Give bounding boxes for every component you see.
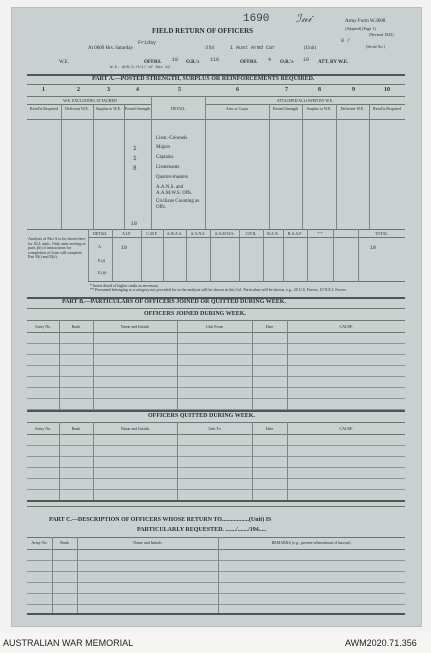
analysis-head: A.A.M.W.S. [214, 231, 235, 236]
table-row-line [27, 560, 405, 561]
analysis-row-label: E.(ii) [98, 270, 107, 275]
table-head: CAUSE [339, 324, 353, 329]
analysis-aif-value: 10 [121, 245, 128, 251]
analysis-head: R.A.A.F. [287, 231, 303, 236]
att-label: ATT. BY W.E. [318, 60, 349, 65]
footer-right: AWM2020.71.356 [345, 638, 417, 648]
rank-strength: 1 [133, 145, 137, 152]
ors-value-2: 18 [303, 57, 310, 63]
at-line: At 0600 Hrs. Saturday [88, 46, 133, 51]
rank-label: Civilians Counting as Offs. [156, 199, 200, 210]
rank-strength: 8 [133, 165, 137, 172]
column-number: 8 [318, 87, 321, 93]
unit-label: (Unit) [304, 46, 317, 51]
table-row-line [27, 456, 405, 457]
table-head: Name and Initials [120, 426, 150, 431]
table-head: Army No. [34, 324, 52, 329]
table-head: Name and Initials [133, 540, 162, 545]
part-a-head: Reinf'ts Required [373, 106, 401, 111]
table-row-line [27, 354, 405, 355]
footnote-2: ** Personnel belonging to a category not provided for in the analysis will be shown in this Col. Particulars will be shown, e.g., 20 U.S. Forces, 10 N.E.I. Forces. [90, 287, 347, 292]
column-number: 3 [107, 87, 110, 93]
footnote-1: * Insert detail of higher ranks as necessary. [90, 283, 159, 288]
rank-label: A.A.N.S. and A.A.M.W.S. Offs. [156, 185, 193, 196]
table-head: Army No. [31, 540, 48, 545]
table-head: REMARKS (e.g., present whereabouts if known). [271, 540, 352, 545]
column-number: 10 [384, 87, 390, 93]
table-head: Date [265, 324, 274, 329]
rank-label: Lieut.-Colonels [156, 136, 188, 141]
table-row-line [27, 376, 405, 377]
analysis-head: CIVIL [245, 231, 257, 236]
column-number: 4 [136, 87, 139, 93]
table-row-line [27, 478, 405, 479]
serial-stamp: 1690 [243, 13, 270, 25]
unit-typed: 1 Aust Armd Car [230, 45, 276, 51]
rank-label: Lieutenants [156, 165, 180, 170]
ors-label-2: O.R.'s [280, 60, 294, 65]
serial-no-label: (Serial No.) [366, 44, 385, 49]
table-head: Date [265, 426, 274, 431]
analysis-head: C.M.F. [146, 231, 158, 236]
we-reference: W.E. AUS/1.H/1/ of Dec 42 [110, 66, 171, 70]
column-number: 2 [77, 87, 80, 93]
rank-label: Majors [156, 145, 171, 150]
part-c-title-1: PART C.—DESCRIPTION OF OFFICERS WHOSE RETURN TO..................(Unit) IS [49, 517, 272, 523]
serial-value: 8 / [341, 38, 351, 44]
table-head: CAUSE [339, 426, 353, 431]
rank-label: Quarter-masters [156, 175, 189, 180]
attached-allowed: ATTACHED ALLOWED BY W.E. [276, 98, 334, 103]
rank-strength: 1 [133, 155, 137, 162]
part-a-head: Deficient W.E. [65, 106, 89, 111]
part-a-head: Posted Strength [272, 106, 299, 111]
part-a-head: Surplus to W.E. [95, 106, 122, 111]
analysis-note: Analysis of Part A to be shown here for ALL units. Only units serving in parts (b) of instructions for completion of form will complete Part E(i) and E(ii). [28, 236, 86, 259]
table-row-line [27, 445, 405, 446]
analysis-row-label: A. [98, 244, 102, 249]
part-b-title: PART B.—PARTICULARS OF OFFICERS JOINED OR QUITTED DURING WEEK. [62, 299, 286, 305]
ors-label: O.R.'s [186, 60, 200, 65]
rank-label: Captains [156, 155, 174, 160]
table-row-line [27, 398, 405, 399]
footer-left: AUSTRALIAN WAR MEMORIAL [3, 638, 134, 648]
offrs-label: OFFRS. [144, 60, 162, 65]
analysis-head: A.I.F. [121, 231, 132, 236]
part-a-head: Posted Strength [124, 106, 151, 111]
analysis-row-label: E.(i) [98, 258, 106, 263]
offrs-label-2: OFFRS. [240, 60, 258, 65]
analysis-head: A.A.N.S. [190, 231, 206, 236]
table-row-line [27, 571, 405, 572]
ors-value: 118 [210, 57, 220, 63]
signature: ℐ𝓃𝒾 [296, 13, 312, 25]
analysis-head: R.A.N. [267, 231, 279, 236]
column-number: 1 [42, 87, 45, 93]
part-a-head: Surplus to W.E. [306, 106, 332, 111]
table-head: Unit To [208, 426, 221, 431]
analysis-head: A.W.A.S. [166, 231, 183, 236]
column-number: 7 [285, 87, 288, 93]
table-row-line [27, 343, 405, 344]
table-row-line [27, 489, 405, 490]
analysis-total-value: 10 [370, 245, 377, 251]
adapted-label: (Adapted) (Page 1) [345, 26, 376, 31]
offrs-value: 10 [172, 57, 179, 63]
we-label: W.E. [59, 60, 69, 65]
quitted-title: OFFICERS QUITTED DURING WEEK. [148, 413, 255, 419]
column-number: 6 [236, 87, 239, 93]
date-line: /194 [205, 46, 214, 51]
table-row-line [27, 604, 405, 605]
part-a-head: Deficient W.E. [340, 106, 365, 111]
table-row-line [27, 387, 405, 388]
part-a-head: Reinf'ts Required [30, 106, 58, 111]
table-head: Name and Initials [120, 324, 150, 329]
table-head: Army No. [34, 426, 52, 431]
part-c-title-2: PARTICULARLY REQUESTED. ......./......./194..... [137, 527, 267, 533]
we-excluding-attached: W.E. EXCLUDING ATTACHED [63, 98, 117, 103]
table-head: Rank [71, 426, 81, 431]
joined-title: OFFICERS JOINED DURING WEEK. [144, 311, 246, 317]
analysis-head: DETAIL [92, 231, 108, 236]
day-typed: Friday [138, 40, 157, 46]
analysis-head: TOTAL [375, 231, 388, 236]
revised-label: (Revised 1943) [369, 32, 394, 37]
table-head: Rank [60, 540, 69, 545]
column-number: 5 [178, 87, 181, 93]
part-a-head: DETAIL [170, 106, 186, 111]
offrs-value-2: 4 [268, 57, 272, 63]
column-number: 9 [352, 87, 355, 93]
posted-total: 10 [131, 221, 138, 227]
table-row-line [27, 593, 405, 594]
army-form-label: Army Form W.3008 [345, 19, 386, 24]
table-head: Rank [71, 324, 81, 329]
form-title: FIELD RETURN OF OFFICERS [152, 27, 254, 35]
part-a-title: PART A.—POSTED STRENGTH, SURPLUS OR REINFORCEMENTS REQUIRED. [92, 76, 315, 82]
table-head: Unit From [206, 324, 223, 329]
footer-bar [0, 633, 431, 653]
analysis-head: * * [317, 231, 323, 236]
table-row-line [27, 365, 405, 366]
table-row-line [27, 582, 405, 583]
part-a-head: Arm or Corps [225, 106, 249, 111]
table-row-line [27, 467, 405, 468]
